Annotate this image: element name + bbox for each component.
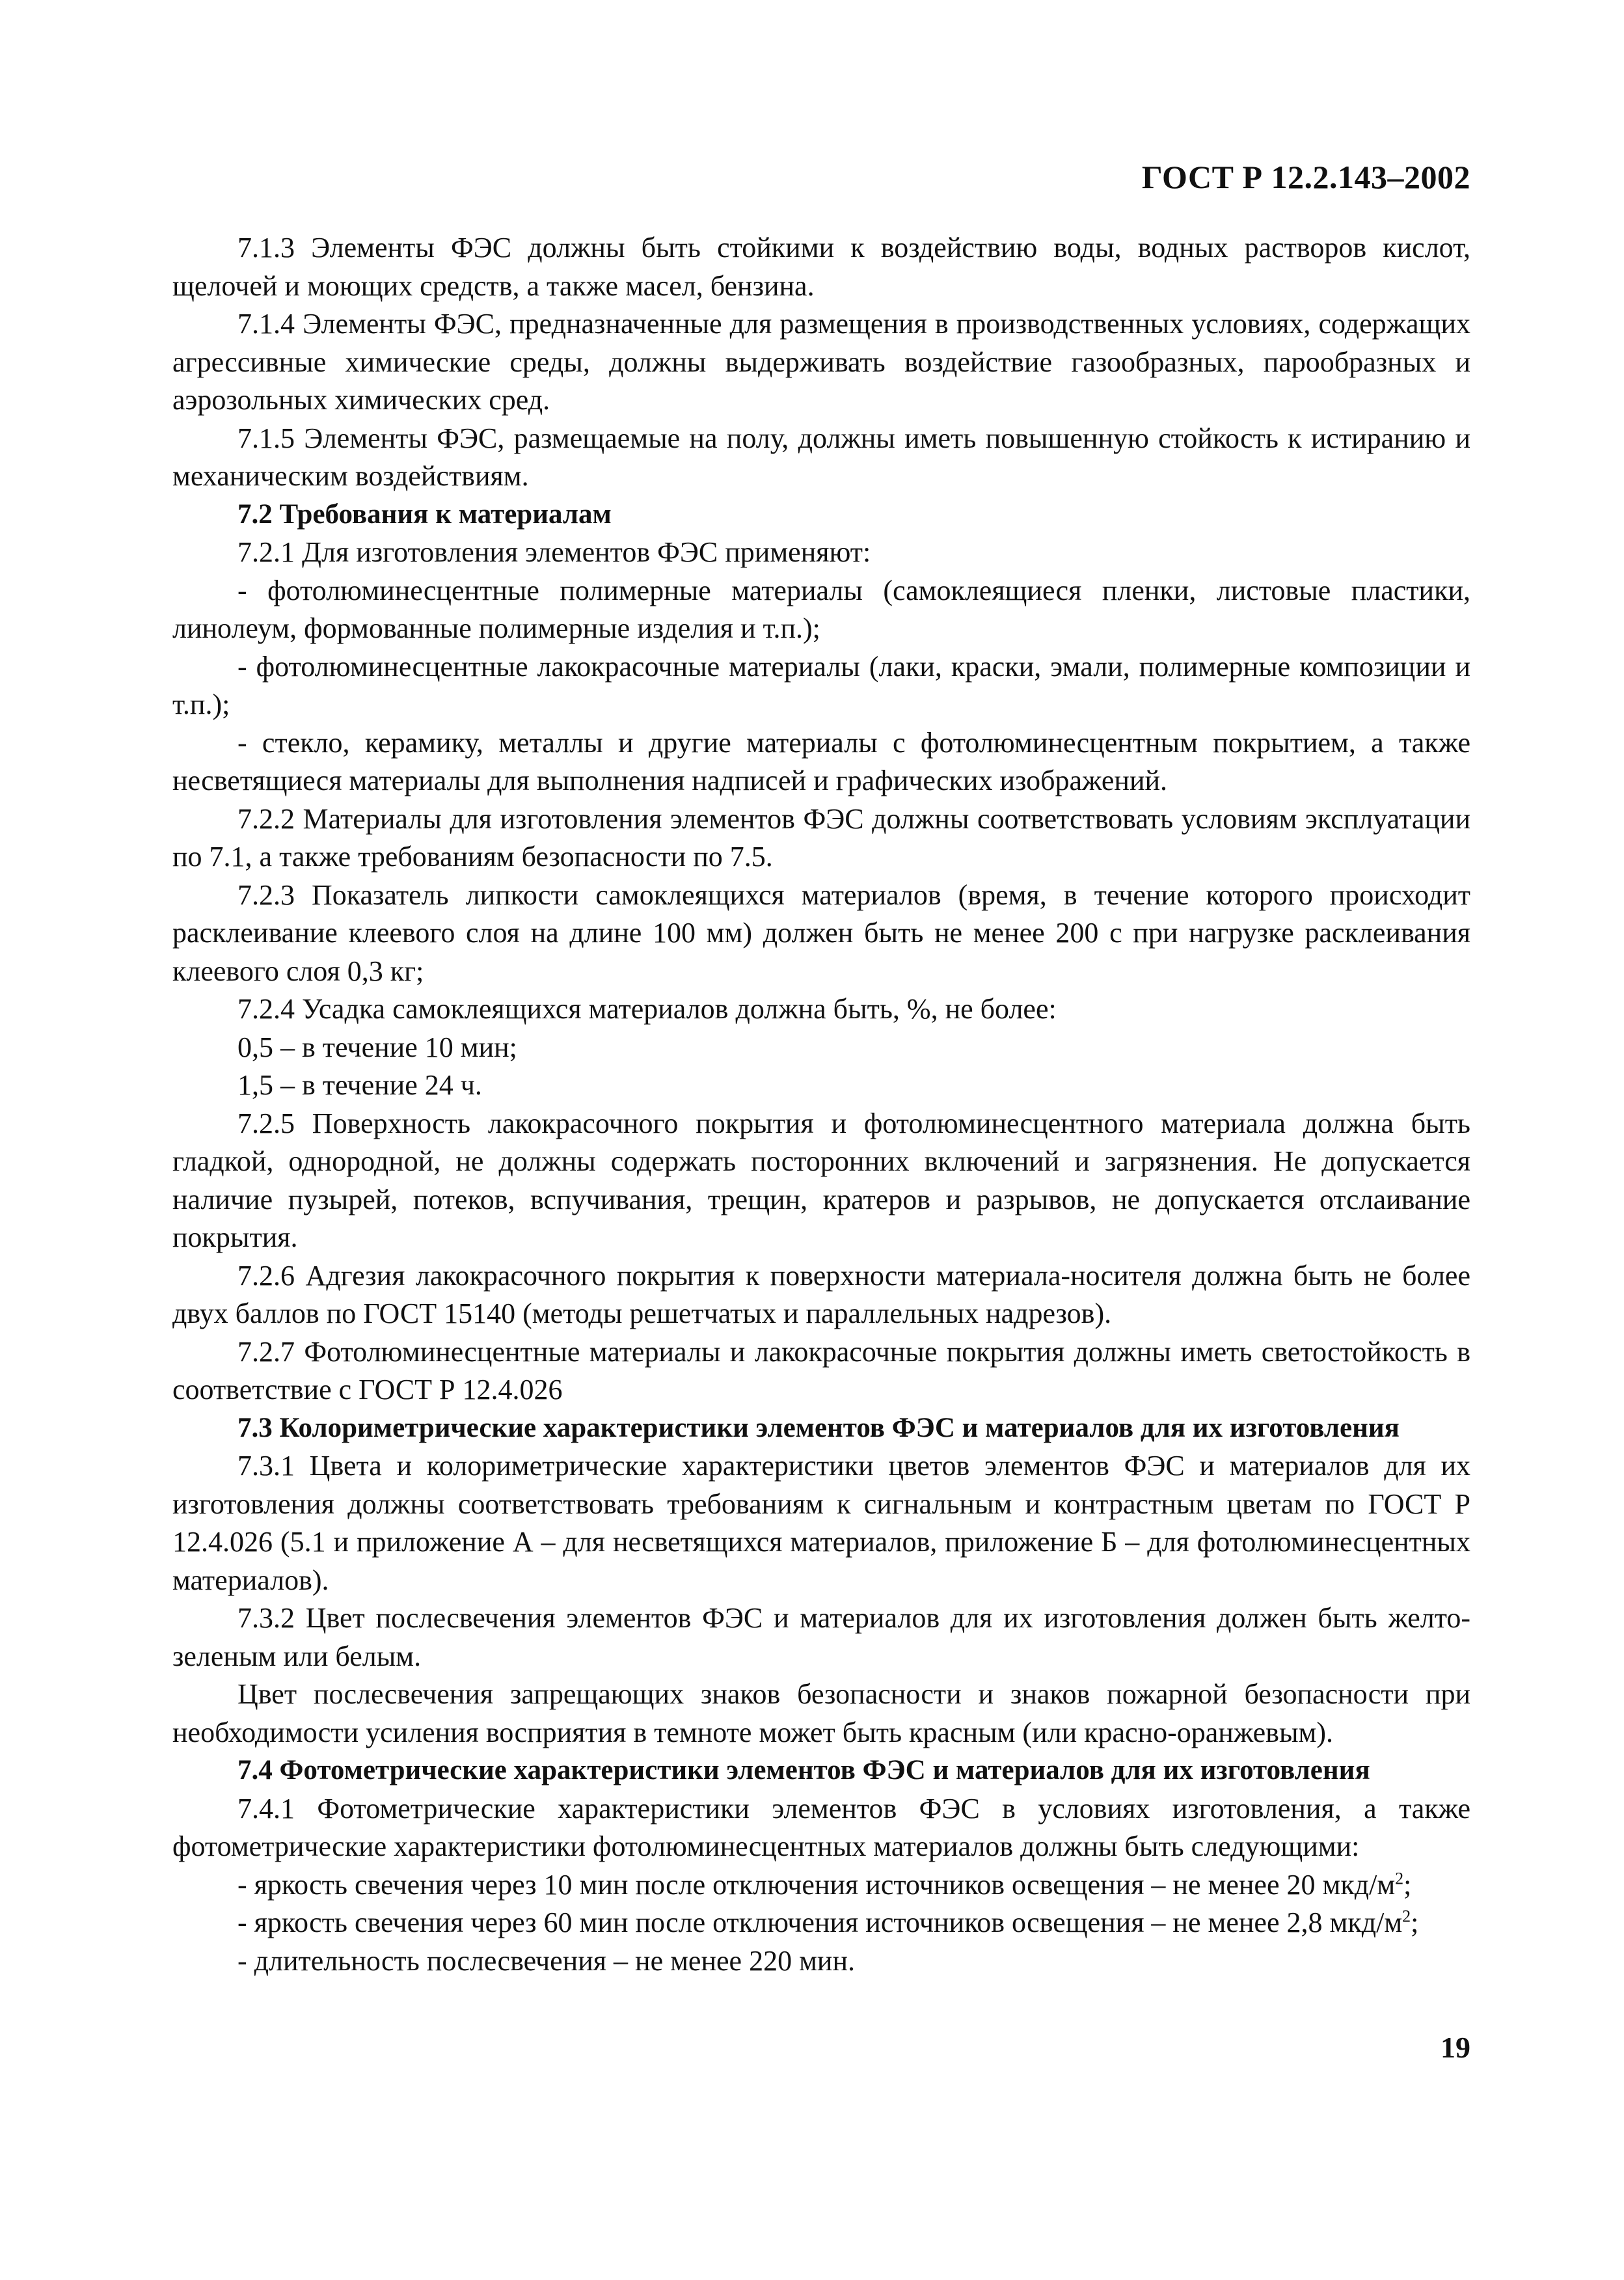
paragraph-7-2-5: 7.2.5 Поверхность лакокрасочного покрытия и фотолюминесцентного материала должна быть гладкой, однородной, не должны содержать посторонних включений и загрязнения. Не допускается наличие пузырей, потеков, вспучивания, трещин, кратеров и разрывов, не допускается отслаивание покрытия.	[172, 1107, 1470, 1253]
paragraph-7-4-1: 7.4.1 Фотометрические характеристики элементов ФЭС в условиях изготовления, а также фотометрические характеристики фотолюминесцентных материалов должны быть следующими:	[172, 1792, 1470, 1862]
paragraph-7-2-6: 7.2.6 Адгезия лакокрасочного покрытия к поверхности материала-носителя должна быть не более двух баллов по ГОСТ 15140 (методы решетчатых и параллельных надрезов).	[172, 1259, 1470, 1329]
superscript: 2	[1402, 1907, 1411, 1926]
page-number: 19	[1441, 2031, 1470, 2064]
punctuation: ;	[1403, 1868, 1412, 1901]
list-item-brightness-10min	[172, 1866, 1470, 1905]
paragraph-7-1-3: 7.1.3 Элементы ФЭС должны быть стойкими к воздействию воды, водных растворов кислот, щелочей и моющих средств, а также масел, бензина.	[172, 232, 1470, 302]
paragraph-7-2-4: 7.2.4 Усадка самоклеящихся материалов должна быть, %, не более:	[237, 993, 1057, 1025]
punctuation: ;	[1411, 1907, 1419, 1938]
paragraph-7-2-3: 7.2.3 Показатель липкости самоклеящихся материалов (время, в течение которого происходит расклеивание клеевого слоя на длине 100 мм) должен быть не менее 200 с при нагрузке расклеивания клеевого слоя 0,3 кг;	[172, 878, 1470, 987]
list-item-polymer-materials: - фотолюминесцентные полимерные материалы (самоклеящиеся пленки, листовые пластики, линолеум, формованные полимерные изделия и т.п.);	[172, 574, 1470, 644]
paragraph-7-2-2: 7.2.2 Материалы для изготовления элементов ФЭС должны соответствовать условиям эксплуатации по 7.1, а также требованиям безопасности по 7.5.	[172, 802, 1470, 873]
list-item-afterglow-duration: - длительность послесвечения – не менее 220 мин.	[237, 1944, 856, 1977]
list-item-shrinkage-10min: 0,5 – в течение 10 мин;	[237, 1031, 517, 1063]
section-heading-7-2: 7.2 Требования к материалам	[237, 498, 612, 530]
paragraph-7-3-1: 7.3.1 Цвета и колориметрические характеристики цветов элементов ФЭС и материалов для их изготовления должны соответствовать требованиям к сигнальным и контрастным цветам по ГОСТ Р 12.4.026 (5.1 и приложение А – для несветящихся материалов, приложение Б – для фотолюминесцентных материалов).	[172, 1450, 1470, 1596]
document-body	[172, 229, 1470, 1980]
section-heading-7-4: 7.4 Фотометрические характеристики элементов ФЭС и материалов для их изготовления	[237, 1755, 1370, 1785]
list-item-shrinkage-24h: 1,5 – в течение 24 ч.	[237, 1069, 482, 1101]
list-item-glass-ceramics: - стекло, керамику, металлы и другие материалы с фотолюминесцентным покрытием, а также несветящиеся материалы для выполнения надписей и графических изображений.	[172, 726, 1470, 796]
superscript: 2	[1395, 1868, 1404, 1888]
paragraph-7-3-2: 7.3.2 Цвет послесвечения элементов ФЭС и материалов для их изготовления должен быть желто-зеленым или белым.	[172, 1602, 1470, 1672]
paragraph-7-1-4: 7.1.4 Элементы ФЭС, предназначенные для размещения в производственных условиях, содержащих агрессивные химические среды, должны выдерживать воздействие газообразных, парообразных и аэрозольных химических сред.	[172, 308, 1470, 416]
paragraph-7-2-1: 7.2.1 Для изготовления элементов ФЭС применяют:	[237, 536, 871, 568]
list-item-paint-materials: - фотолюминесцентные лакокрасочные материалы (лаки, краски, эмали, полимерные композиции и т.п.);	[172, 650, 1470, 720]
paragraph-7-1-5: 7.1.5 Элементы ФЭС, размещаемые на полу, должны иметь повышенную стойкость к истиранию и механическим воздействиям.	[172, 422, 1470, 492]
brightness-60min-text: - яркость свечения через 60 мин после отключения источников освещения – не менее 2,8 мкд/м	[237, 1907, 1403, 1938]
section-heading-7-3: 7.3 Колориметрические характеристики элементов ФЭС и материалов для их изготовления	[237, 1412, 1400, 1443]
brightness-10min-text: - яркость свечения через 10 мин после отключения источников освещения – не менее 20 мкд/м	[237, 1868, 1396, 1901]
paragraph-afterglow-red: Цвет послесвечения запрещающих знаков безопасности и знаков пожарной безопасности при необходимости усиления восприятия в темноте может быть красным (или красно-оранжевым).	[172, 1678, 1470, 1748]
list-item-brightness-60min	[172, 1904, 1470, 1942]
document-code-header: ГОСТ Р 12.2.143–2002	[1141, 159, 1470, 195]
paragraph-7-2-7: 7.2.7 Фотолюминесцентные материалы и лакокрасочные покрытия должны иметь светостойкость в соответствие с ГОСТ Р 12.4.026	[172, 1335, 1470, 1405]
